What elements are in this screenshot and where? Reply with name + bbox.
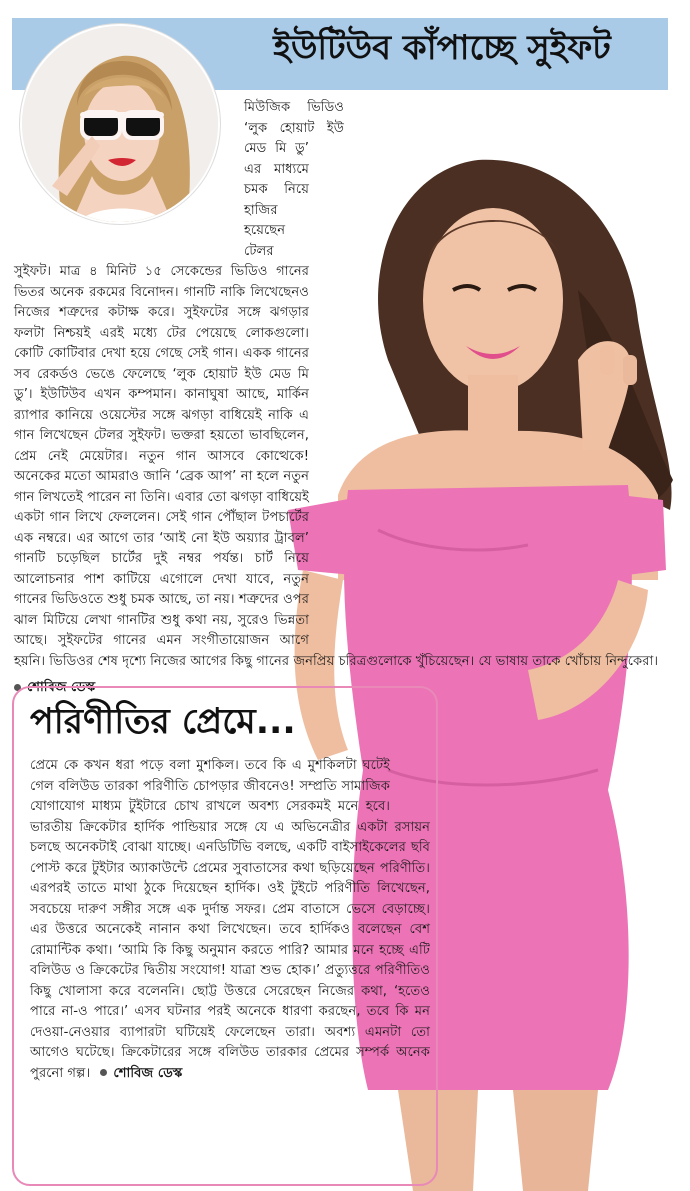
story1-headline: ইউটিউব কাঁপাচ্ছে সুইফট xyxy=(273,28,611,68)
story2-byline xyxy=(100,1066,182,1081)
story2-byline-text: শোবিজ ডেস্ক xyxy=(113,1065,183,1081)
bullet-icon xyxy=(100,1069,107,1076)
story1-byline-text: শোবিজ ডেস্ক xyxy=(27,680,96,695)
story2-body: প্রেমে কে কখন ধরা পড়ে বলা মুশকিল। তবে কি এ মুশকিলটা ঘটেই গেল বলিউড তারকা পরিণীতি চোপড়ার জীবনেও! সম্প্রতি সামাজিক যোগাযোগ মাধ্যম টুইটারে চোখ রাখলে অবশ্য সেরকমই মনে হবে। ভারতীয় ক্রিকেটার হার্দিক পান্ডিয়ার সঙ্গে যে এ অভিনেত্রীর একটা রসায়ন চলছে অনেকটাই বোঝা যাচ্ছে। এনডিটিভি বলছে, একটি বাইসাইকেলের ছবি পোস্ট করে টুইটার অ্যাকাউন্টে প্রেমের সুবাতাসের কথা ছড়িয়েছেন পরিণীতি। এরপরই তাতে মাথা ঠুকে দিয়েছেন হার্দিক। ওই টুইটে পরিণীতি লিখেছেন, সবচেয়ে দারুণ সঙ্গীর সঙ্গে এক দুর্দান্ত সফর। প্রেম বাতাসে ভেসে বেড়াচ্ছে। এর উত্তরে অনেকেই নানান কথা লিখেছেন। তবে হার্দিকও বলেছেন বেশ রোমান্টিক কথা। ‘আমি কি কিছু অনুমান করতে পারি? আমার মনে হচ্ছে এটি বলিউড ও ক্রিকেটের দ্বিতীয় সংযোগ! যাত্রা শুভ হোক।’ প্রত্যুত্তরে পরিণীতিও কিছু খোলাসা করে বলেননি। ছোট্ট উত্তরে সেরেছেন নিজের কথা, ‘হতেও পারে না-ও পারে।’ এসব ঘটনার পরই অনেকে ধারণা করছেন, তবে কি মন দেওয়া-নেওয়ার ব্যাপারটা ঘটিয়েই ফেলেছেন তারা। অবশ্য এমনটা তো আগেও ঘটেছে। ক্রিকেটারের সঙ্গে বলিউড তারকার প্রেমের সম্পর্ক অনেক পুরনো গল্প। xyxy=(30,758,430,1081)
photo-wrap-space-2 xyxy=(390,756,430,816)
story1-article xyxy=(14,98,674,699)
story2-article xyxy=(30,756,430,1084)
story2-headline: পরিণীতির প্রেমে... xyxy=(30,702,296,742)
story1-body: মিউজিক ভিডিও ‘লুক হোয়াট ইউ মেড মি ডু’ এর মাধ্যমে চমক নিয়ে হাজির হয়েছেন টেলর সুইফট। মাত্র ৪ মিনিট ১৫ সেকেন্ডের ভিডিও গানের ভিতর অনেক রকমের বিনোদন। গানটি নাকি লিখেছেনও নিজের শত্রুদের কটাক্ষ করে। সুইফটের সঙ্গে ঝগড়ার ফলটা নিশ্চয়ই এরই মধ্যে টের পেয়েছে লোকগুলো। কোটি কোটিবার দেখা হয়ে গেছে সেই গান। একক গানের সব রেকর্ডও ভেঙে ফেলেছে ‘লুক হোয়াট ইউ মেড মি ডু’। ইউটিউব এখন কম্পমান। কানাঘুষা আছে, মার্কিন র‍্যাপার কানিয়ে ওয়েস্টের সঙ্গে ঝগড়া বাধিয়েই নাকি এ গান লিখেছেন টেলর সুইফট। ভক্তরা হয়তো ভাবছিলেন, প্রেম নেই মেয়েটার। নতুন গান আসবে কোত্থেকে! অনেকের মতো আমরাও জানি ‘ব্রেক আপ’ না হলে নতুন গান লিখতেই পারেন না তিনি। এবার তো ঝগড়া বাধিয়েই একটা গান লিখে ফেললেন। সেই গান পৌঁছাল টপচার্টের এক নম্বরে। এর আগে তার ‘আই নো ইউ অয়্যার ট্রাবল’ গানটি চড়েছিল চার্টের দুই নম্বর পর্যন্ত। চার্ট নিয়ে আলোচনার পাশ কাটিয়ে এগোলে দেখা যাবে, নতুন গানের ভিডিওতে শুধু চমক আছে, তা নয়। শত্রুদের ওপর ঝাল মিটিয়ে লেখা গানটির শুধু কথা নয়, সুরেও ভিন্নতা আছে। সুইফটের গানের এমন সংগীতায়োজন আগে হয়নি। ভিডিওর শেষ দৃশ্যে নিজের আগের কিছু গানের জনপ্রিয় চরিত্রগুলোকে খুঁচিয়েছেন। যে ভাষায় তাকে খোঁচায় নিন্দুকেরা। xyxy=(14,100,659,669)
photo-wrap-space xyxy=(309,158,674,638)
portrait-wrap-space xyxy=(14,98,244,248)
hair-wrap-space xyxy=(344,98,674,158)
